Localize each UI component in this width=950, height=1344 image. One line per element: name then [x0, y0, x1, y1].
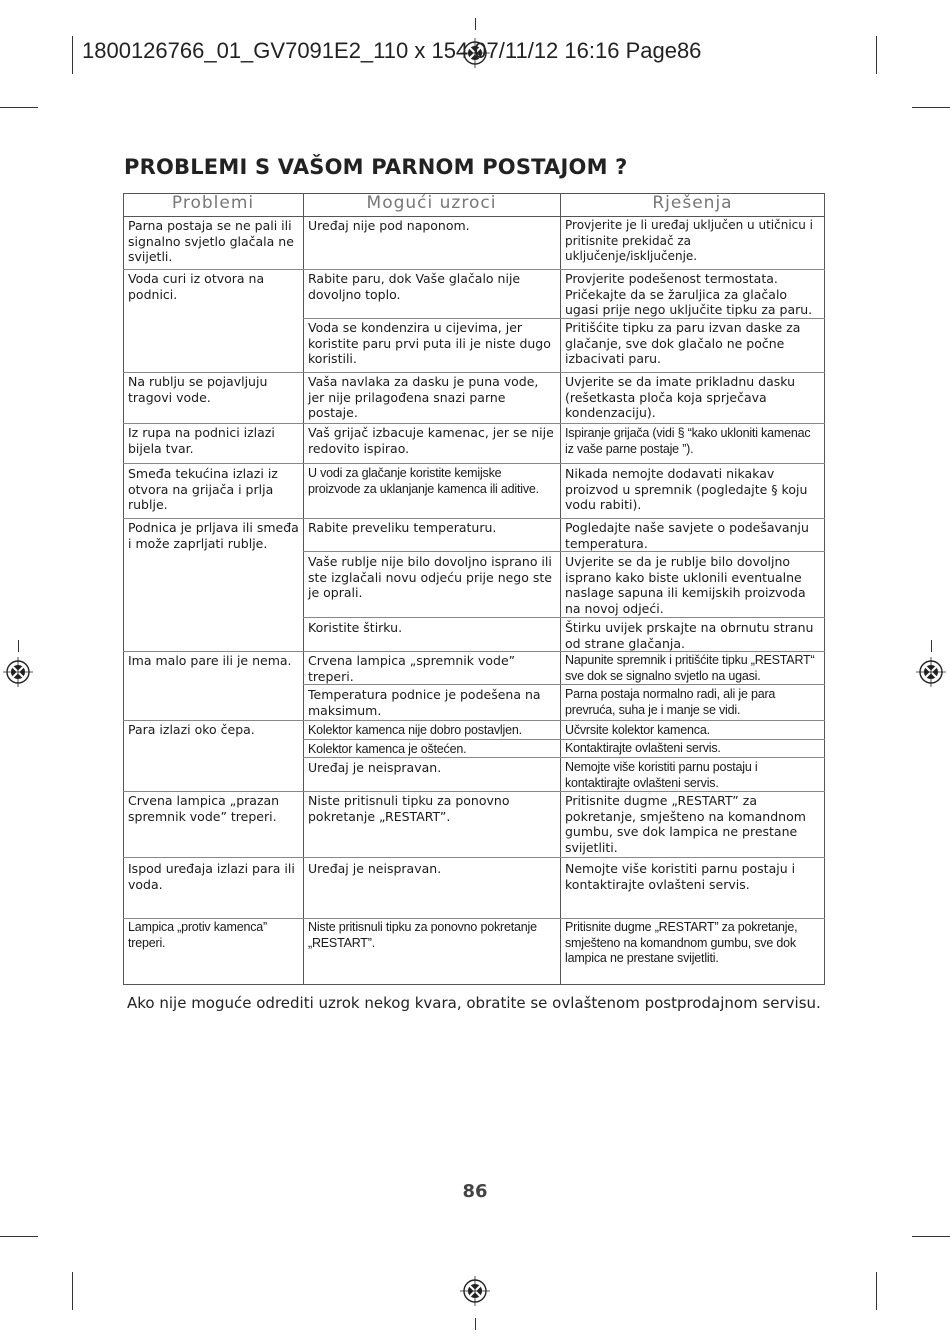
- solution-cell: Uvjerite se da imate prikladnu dasku (rešetkasta ploča koja sprječava kondenzaciju).: [565, 374, 796, 420]
- crop-mark: [931, 640, 932, 652]
- page-number: 86: [462, 1181, 488, 1202]
- crop-mark: [475, 18, 476, 30]
- solution-cell: Pogledajte naše savjete o podešavanju temperatura.: [565, 520, 809, 551]
- problem-cell: Voda curi iz otvora na podnici.: [128, 271, 265, 302]
- cause-cell: Temperatura podnice je podešena na maksimum.: [308, 687, 541, 718]
- row-divider: [123, 269, 825, 270]
- column-divider: [303, 193, 304, 985]
- crop-mark: [912, 107, 950, 108]
- header-rule: [123, 216, 825, 217]
- sub-row-divider: [303, 617, 825, 618]
- column-header-problems: Problemi: [171, 193, 255, 213]
- crop-mark: [876, 36, 877, 74]
- column-header-causes: Mogući uzroci: [366, 193, 497, 213]
- solution-cell: Kontaktirajte ovlašteni servis.: [565, 741, 721, 755]
- crop-mark: [18, 640, 19, 652]
- sub-row-divider: [303, 318, 825, 319]
- cause-cell: Uređaj je neispravan.: [308, 861, 442, 876]
- cause-cell: Uređaj nije pod naponom.: [308, 218, 470, 233]
- cause-cell: Voda se kondenzira u cijevima, jer koristite paru prvi puta ili je niste dugo koristili.: [308, 320, 551, 366]
- problem-cell: Podnica je prljava ili smeđa i može zaprljati rublje.: [128, 520, 299, 551]
- cause-cell: Vaše rublje nije bilo dovoljno isprano ili ste izglačali novu odjeću prije nego ste je oprali.: [308, 554, 552, 600]
- cause-cell: Vaš grijač izbacuje kamenac, jer se nije redovito ispirao.: [308, 425, 554, 456]
- cause-cell: Koristite štirku.: [308, 620, 403, 635]
- problem-cell: Crvena lampica „prazan spremnik vode” treperi.: [128, 793, 280, 824]
- solution-cell: Nemojte više koristiti parnu postaju i kontaktirajte ovlašteni servis.: [565, 861, 796, 892]
- solution-cell: Nemojte više koristiti parnu postaju i kontaktirajte ovlašteni servis.: [565, 760, 758, 790]
- crop-mark: [0, 107, 38, 108]
- solution-cell: Pritisnite dugme „RESTART” za pokretanje, smješteno na komandnom gumbu, sve dok lampica ne prestane svijetliti.: [565, 793, 806, 855]
- registration-mark-icon: [916, 657, 946, 687]
- solution-cell: Uvjerite se da je rublje bilo dovoljno isprano kako biste uklonili eventualne naslage sapuna ili kemijskih proizvoda na novoj odjeći.: [565, 554, 806, 616]
- solution-cell: Pritišćite tipku za paru izvan daske za glačanje, sve dok glačalo ne počne izbacivati paru.: [565, 320, 801, 366]
- solution-cell: Provjerite podešenost termostata. Pričekajte da se žaruljica za glačalo ugasi prije nego uključite tipku za paru.: [565, 271, 813, 317]
- problem-cell: Na rublju se pojavljuju tragovi vode.: [128, 374, 268, 405]
- sub-row-divider: [303, 551, 825, 552]
- solution-cell: Pritisnite dugme „RESTART” za pokretanje, smješteno na komandnom gumbu, sve dok lampica ne prestane svijetliti.: [565, 920, 798, 965]
- problem-cell: Smeđa tekućina izlazi iz otvora na grijača i prlja rublje.: [128, 466, 278, 512]
- cause-cell: Rabite preveliku temperaturu.: [308, 520, 497, 535]
- cause-cell: U vodi za glačanje koristite kemijske proizvode za uklanjanje kamenca ili aditive.: [308, 466, 539, 496]
- crop-mark: [876, 1272, 877, 1310]
- cause-cell: Kolektor kamenca je oštećen.: [308, 742, 467, 756]
- sub-row-divider: [303, 739, 825, 740]
- crop-mark: [0, 1236, 38, 1237]
- sub-row-divider: [303, 684, 825, 685]
- solution-cell: Štirku uvijek prskajte na obrnutu stranu od strane glačanja.: [565, 620, 814, 651]
- row-divider: [123, 463, 825, 464]
- cause-cell: Vaša navlaka za dasku je puna vode, jer nije prilagođena snazi parne postaje.: [308, 374, 539, 420]
- solution-cell: Parna postaja normalno radi, ali je para prevruća, suha je i manje se vidi.: [565, 687, 776, 717]
- cause-cell: Kolektor kamenca nije dobro postavljen.: [308, 723, 522, 737]
- problem-cell: Parna postaja se ne pali ili signalno svjetlo glačala ne svijetli.: [128, 218, 294, 264]
- column-divider: [560, 193, 561, 985]
- page-title: PROBLEMI S VAŠOM PARNOM POSTAJOM ?: [124, 155, 628, 179]
- problem-cell: Ispod uređaja izlazi para ili voda.: [128, 861, 295, 892]
- row-divider: [123, 423, 825, 424]
- crop-mark: [72, 1272, 73, 1310]
- problem-cell: Para izlazi oko čepa.: [128, 722, 255, 737]
- cause-cell: Niste pritisnuli tipku za ponovno pokretanje „RESTART”.: [308, 920, 537, 950]
- row-divider: [123, 857, 825, 858]
- registration-mark-icon: [460, 1276, 490, 1306]
- row-divider: [123, 518, 825, 519]
- problem-cell: Ima malo pare ili je nema.: [128, 653, 292, 668]
- row-divider: [123, 720, 825, 721]
- problem-cell: Lampica „protiv kamenca” treperi.: [128, 920, 268, 950]
- cause-cell: Rabite paru, dok Vaše glačalo nije dovoljno toplo.: [308, 271, 521, 302]
- solution-cell: Provjerite je li uređaj uključen u utičnicu i pritisnite prekidač za uključenje/isključenje.: [565, 218, 813, 263]
- crop-mark: [475, 1318, 476, 1330]
- solution-cell: Učvrsite kolektor kamenca.: [565, 723, 710, 737]
- row-divider: [123, 651, 825, 652]
- column-header-solutions: Rješenja: [652, 193, 733, 213]
- cause-cell: Niste pritisnuli tipku za ponovno pokretanje „RESTART”.: [308, 793, 510, 824]
- print-slug: 1800126766_01_GV7091E2_110 x 154 07/11/12 16:16 Page86: [82, 38, 702, 63]
- cause-cell: Uređaj je neispravan.: [308, 760, 442, 775]
- solution-cell: Nikada nemojte dodavati nikakav proizvod u spremnik (pogledajte § koju vodu rabiti).: [565, 466, 808, 512]
- registration-mark-icon: [3, 657, 33, 687]
- row-divider: [123, 791, 825, 792]
- crop-mark: [72, 36, 73, 74]
- solution-cell: Ispiranje grijača (vidi § “kako ukloniti kamenac iz vaše parne postaje ”).: [565, 426, 811, 456]
- row-divider: [123, 372, 825, 373]
- row-divider: [123, 918, 825, 919]
- crop-mark: [912, 1236, 950, 1237]
- footer-note: Ako nije moguće odrediti uzrok nekog kvara, obratite se ovlaštenom postprodajnom servisu.: [127, 994, 821, 1012]
- cause-cell: Crvena lampica „spremnik vode” treperi.: [308, 653, 516, 684]
- problem-cell: Iz rupa na podnici izlazi bijela tvar.: [128, 425, 275, 456]
- solution-cell: Napunite spremnik i pritišćite tipku „RESTART“ sve dok se signalno svjetlo na ugasi.: [565, 653, 815, 683]
